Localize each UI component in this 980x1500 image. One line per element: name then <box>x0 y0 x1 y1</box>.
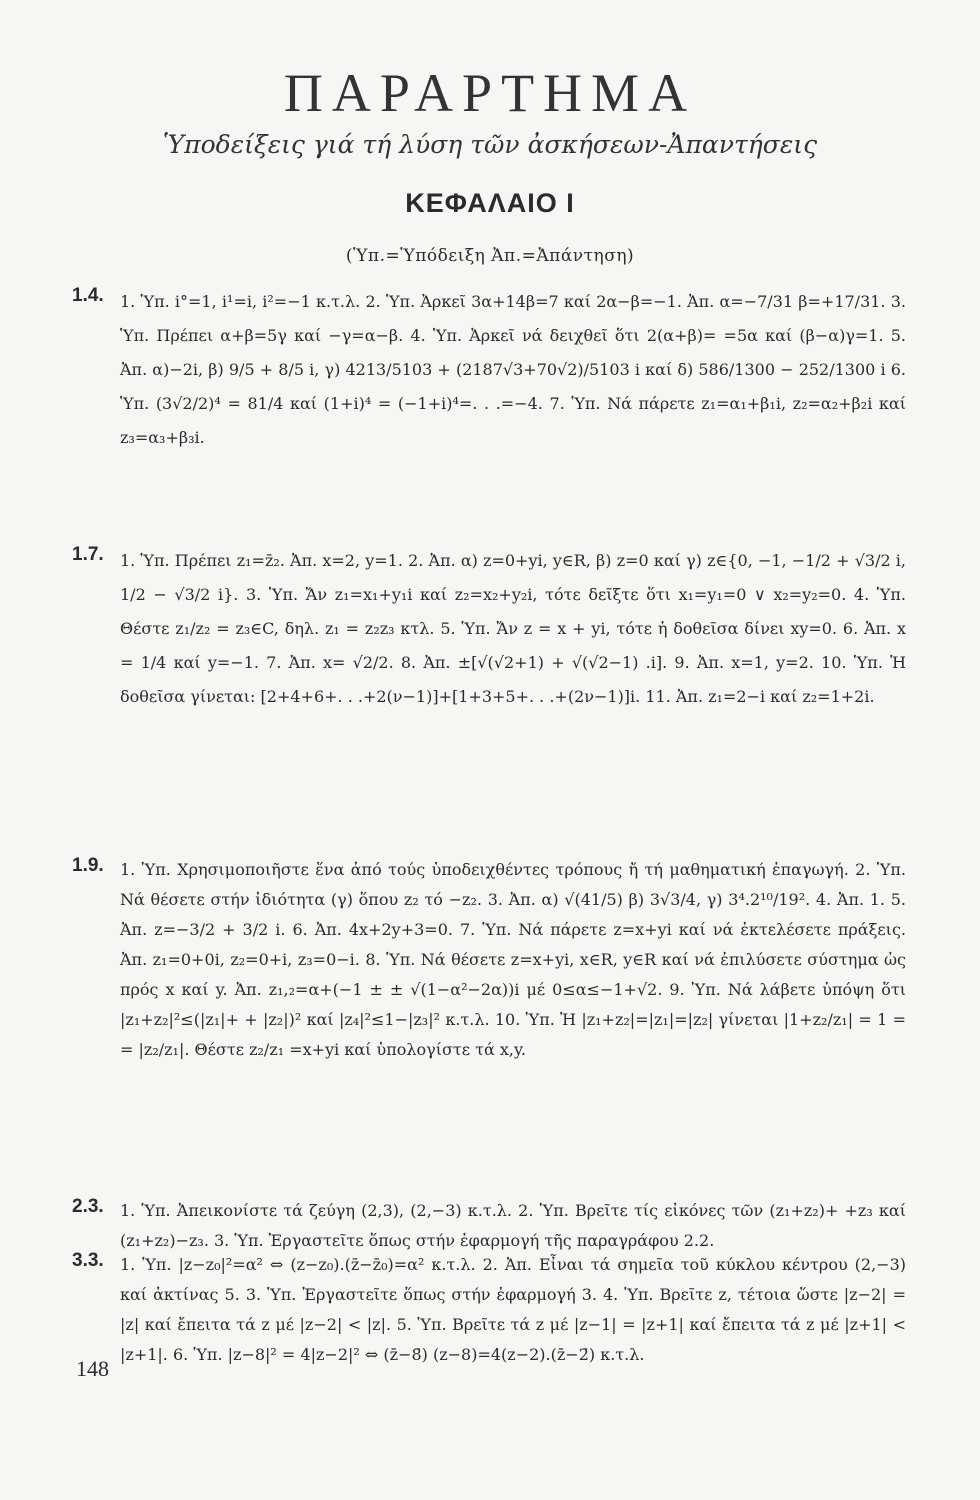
page-subtitle: Ὑποδείξεις γιά τή λύση τῶν ἀσκήσεων-Ἀπαντήσεις <box>162 130 818 159</box>
section-2-3 <box>72 1196 906 1256</box>
section-number: 3.3. <box>72 1250 104 1271</box>
section-number: 1.7. <box>72 544 104 565</box>
section-3-3 <box>72 1250 906 1370</box>
page-number: 148 <box>76 1356 109 1381</box>
section-text: 1. Ὑπ. i°=1, i¹=i, i²=−1 κ.τ.λ. 2. Ὑπ. Ἀρκεῖ 3α+14β=7 καί 2α−β=−1. Ἀπ. α=−7/31 β=+17/31. 3. Ὑπ. Πρέπει α+β=5γ καί −γ=α−β. 4. Ὑπ. Ἀρκεῖ νά δειχθεῖ ὅτι 2(α+β)= =5α καί (β−α)γ=1. 5. Ἀπ. α)−2i, β) 9/5 + 8/5 i, γ) 4213/5103 + (2187√3+70√2)/5103 i καί δ) 586/1300 − 252/1300 i 6. Ὑπ. (3√2/2)⁴ = 81/4 καί (1+i)⁴ = (−1+i)⁴=. . .=−4. 7. Ὑπ. Νά πάρετε z₁=α₁+β₁i, z₂=α₂+β₂i καί z₃=α₃+β₃i. <box>120 292 906 447</box>
section-text: 1. Ὑπ. Πρέπει z₁=z̄₂. Ἀπ. x=2, y=1. 2. Ἀπ. α) z=0+yi, y∈R, β) z=0 καί γ) z∈{0, −1, −1/2 + √3/2 i, 1/2 − √3/2 i}. 3. Ὑπ. Ἄν z₁=x₁+y₁i καί z₂=x₂+y₂i, τότε δεῖξτε ὅτι x₁=y₁=0 ∨ x₂=y₂=0. 4. Ὑπ. Θέστε z₁/z₂ = z₃∈C, δηλ. z₁ = z₂z₃ κτλ. 5. Ὑπ. Ἄν z = x + yi, τότε ἡ δοθεῖσα δίνει xy=0. 6. Ἀπ. x = 1/4 καί y=−1. 7. Ἀπ. x= √2/2. 8. Ἀπ. ±[√(√2+1) + √(√2−1) .i]. 9. Ἀπ. x=1, y=2. 10. Ὑπ. Ἡ δοθεῖσα γίνεται: [2+4+6+. . .+2(ν−1)]+[1+3+5+. . .+(2ν−1)]i. 11. Ἀπ. z₁=2−i καί z₂=1+2i. <box>120 551 906 706</box>
section-1-4 <box>72 285 906 455</box>
abbreviations-note: (Ὑπ.=Ὑπόδειξη Ἀπ.=Ἀπάντηση) <box>345 246 635 266</box>
section-text: 1. Ὑπ. Ἀπεικονίστε τά ζεύγη (2,3), (2,−3) κ.τ.λ. 2. Ὑπ. Βρεῖτε τίς εἰκόνες τῶν (z₁+z₂)+ +z₃ καί (z₁+z₂)−z₃. 3. Ὑπ. Ἐργαστεῖτε ὅπως στήν ἐφαρμογή τῆς παραγράφου 2.2. <box>120 1201 906 1250</box>
section-text: 1. Ὑπ. Χρησιμοποιῆστε ἕνα ἀπό τούς ὑποδειχθέντες τρόπους ἤ τή μαθηματική ἐπαγωγή. 2. Ὑπ. Νά θέσετε στήν ἰδιότητα (γ) ὅπου z₂ τό −z₂. 3. Ἀπ. α) √(41/5) β) 3√3/4, γ) 3⁴.2¹⁰/19². 4. Ἀπ. 1. 5. Ἀπ. z=−3/2 + 3/2 i. 6. Ἀπ. 4x+2y+3=0. 7. Ὑπ. Νά πάρετε z=x+yi καί νά ἐκτελέσετε πράξεις. Ἀπ. z₁=0+0i, z₂=0+i, z₃=0−i. 8. Ὑπ. Νά θέσετε z=x+yi, x∈R, y∈R καί νά ἐπιλύσετε σύστημα ὡς πρός x καί y. Ἀπ. z₁,₂=α+(−1 ± ± √(1−α²−2α))i μέ 0≤α≤−1+√2. 9. Ὑπ. Νά λάβετε ὑπόψη ὅτι |z₁+z₂|²≤(|z₁|+ + |z₂|)² καί |z₄|²≤1−|z₃|² κ.τ.λ. 10. Ὑπ. Ἡ |z₁+z₂|=|z₁|=|z₂| γίνεται |1+z₂/z₁| = 1 = = |z₂/z₁|. Θέστε z₂/z₁ =x+yi καί ὑπολογίστε τά x,y. <box>120 860 906 1059</box>
section-1-7 <box>72 544 906 714</box>
section-text: 1. Ὑπ. |z−z₀|²=α² ⇔ (z−z₀).(z̄−z̄₀)=α² κ.τ.λ. 2. Ἀπ. Εἶναι τά σημεῖα τοῦ κύκλου κέντρου (2,−3) καί ἀκτίνας 5. 3. Ὑπ. Ἐργαστεῖτε ὅπως στήν ἐφαρμογή 3. 4. Ὑπ. Βρεῖτε z, τέτοια ὥστε |z−2| = |z| καί ἔπειτα τά z μέ |z−2| < |z|. 5. Ὑπ. Βρεῖτε τά z μέ |z−1| = |z+1| καί ἔπειτα τά z μέ |z+1| < |z+1|. 6. Ὑπ. |z−8|² = 4|z−2|² ⇔ (z̄−8̄) (z−8)=4(z−2).(z̄−2̄) κ.τ.λ. <box>120 1255 906 1364</box>
page-title: ΠΑΡΑΡΤΗΜΑ <box>283 63 697 123</box>
chapter-heading: ΚΕΦΑΛΑΙΟ I <box>405 188 575 218</box>
section-1-9 <box>72 855 906 1065</box>
section-number: 2.3. <box>72 1196 104 1217</box>
section-number: 1.4. <box>72 285 104 306</box>
section-number: 1.9. <box>72 855 104 876</box>
